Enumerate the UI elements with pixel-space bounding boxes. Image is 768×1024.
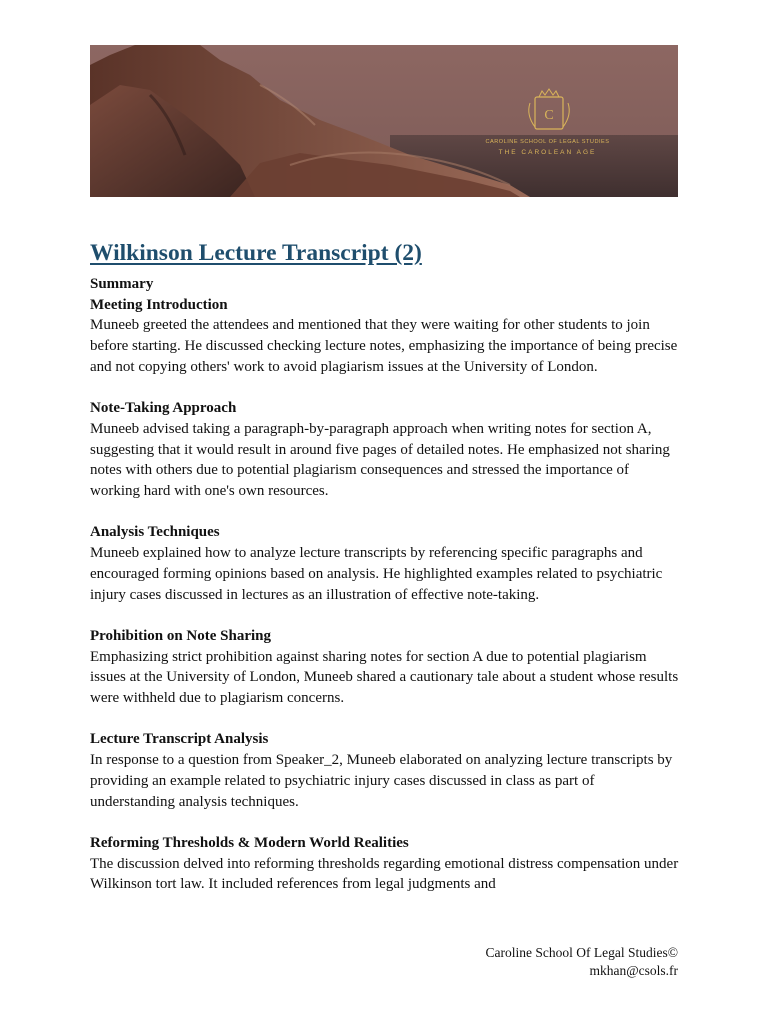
section-meeting-introduction [90,295,682,378]
section-heading: Meeting Introduction [90,296,228,313]
section-heading: Analysis Techniques [90,524,220,541]
section-heading: Prohibition on Note Sharing [90,627,272,644]
section-heading: Reforming Thresholds & Modern World Realities [90,834,409,851]
section-lecture-transcript-analysis [90,729,682,812]
section-heading: Lecture Transcript Analysis [90,731,269,748]
section-analysis-techniques [90,522,682,605]
footer-org: Caroline School Of Legal Studies© [485,945,678,960]
section-body: Emphasizing strict prohibition against sharing notes for section A due to potential plagiarism issues at the University of London, Muneeb shared a cautionary tale about a student whose results were withheld due to plagiarism concerns. [90,648,679,707]
footer-email: mkhan@csols.fr [589,963,678,978]
section-heading: Note-Taking Approach [90,400,237,417]
school-tagline: THE CAROLEAN AGE [498,149,597,156]
school-name: CAROLINE SCHOOL OF LEGAL STUDIES [485,139,610,145]
document-title: Wilkinson Lecture Transcript (2) [90,240,422,266]
summary-label: Summary [90,276,154,292]
section-body: Muneeb greeted the attendees and mentioned that they were waiting for other students to join before starting. He discussed checking lecture notes, emphasizing the importance of being precise and not copying others' work to avoid plagiarism issues at the University of London. [90,317,678,375]
section-body: Muneeb explained how to analyze lecture transcripts by referencing specific paragraphs and encouraged forming opinions based on analysis. He highlighted examples related to psychiatric injury cases discussed in lectures as an illustration of effective note-taking. [90,545,663,603]
header-banner-image [90,45,678,197]
document-content [90,238,682,916]
crest-letter: C [544,108,554,123]
section-body: The discussion delved into reforming thresholds regarding emotional distress compensation under Wilkinson tort law. It included references from legal judgments and [90,855,679,893]
page-footer [486,944,678,980]
section-note-taking-approach [90,398,682,502]
section-body: In response to a question from Speaker_2, Muneeb elaborated on analyzing lecture transcripts by providing an example related to psychiatric injury cases discussed in class as part of understanding analysis techniques. [90,752,673,810]
section-prohibition-on-note-sharing [90,626,682,709]
section-reforming-thresholds [90,833,682,895]
section-body: Muneeb advised taking a paragraph-by-paragraph approach when writing notes for section A, suggesting that it would result in around five pages of detailed notes. He emphasized not sharing notes with others due to potential plagiarism consequences and stressed the importance of working hard with one's own resources. [90,420,670,500]
